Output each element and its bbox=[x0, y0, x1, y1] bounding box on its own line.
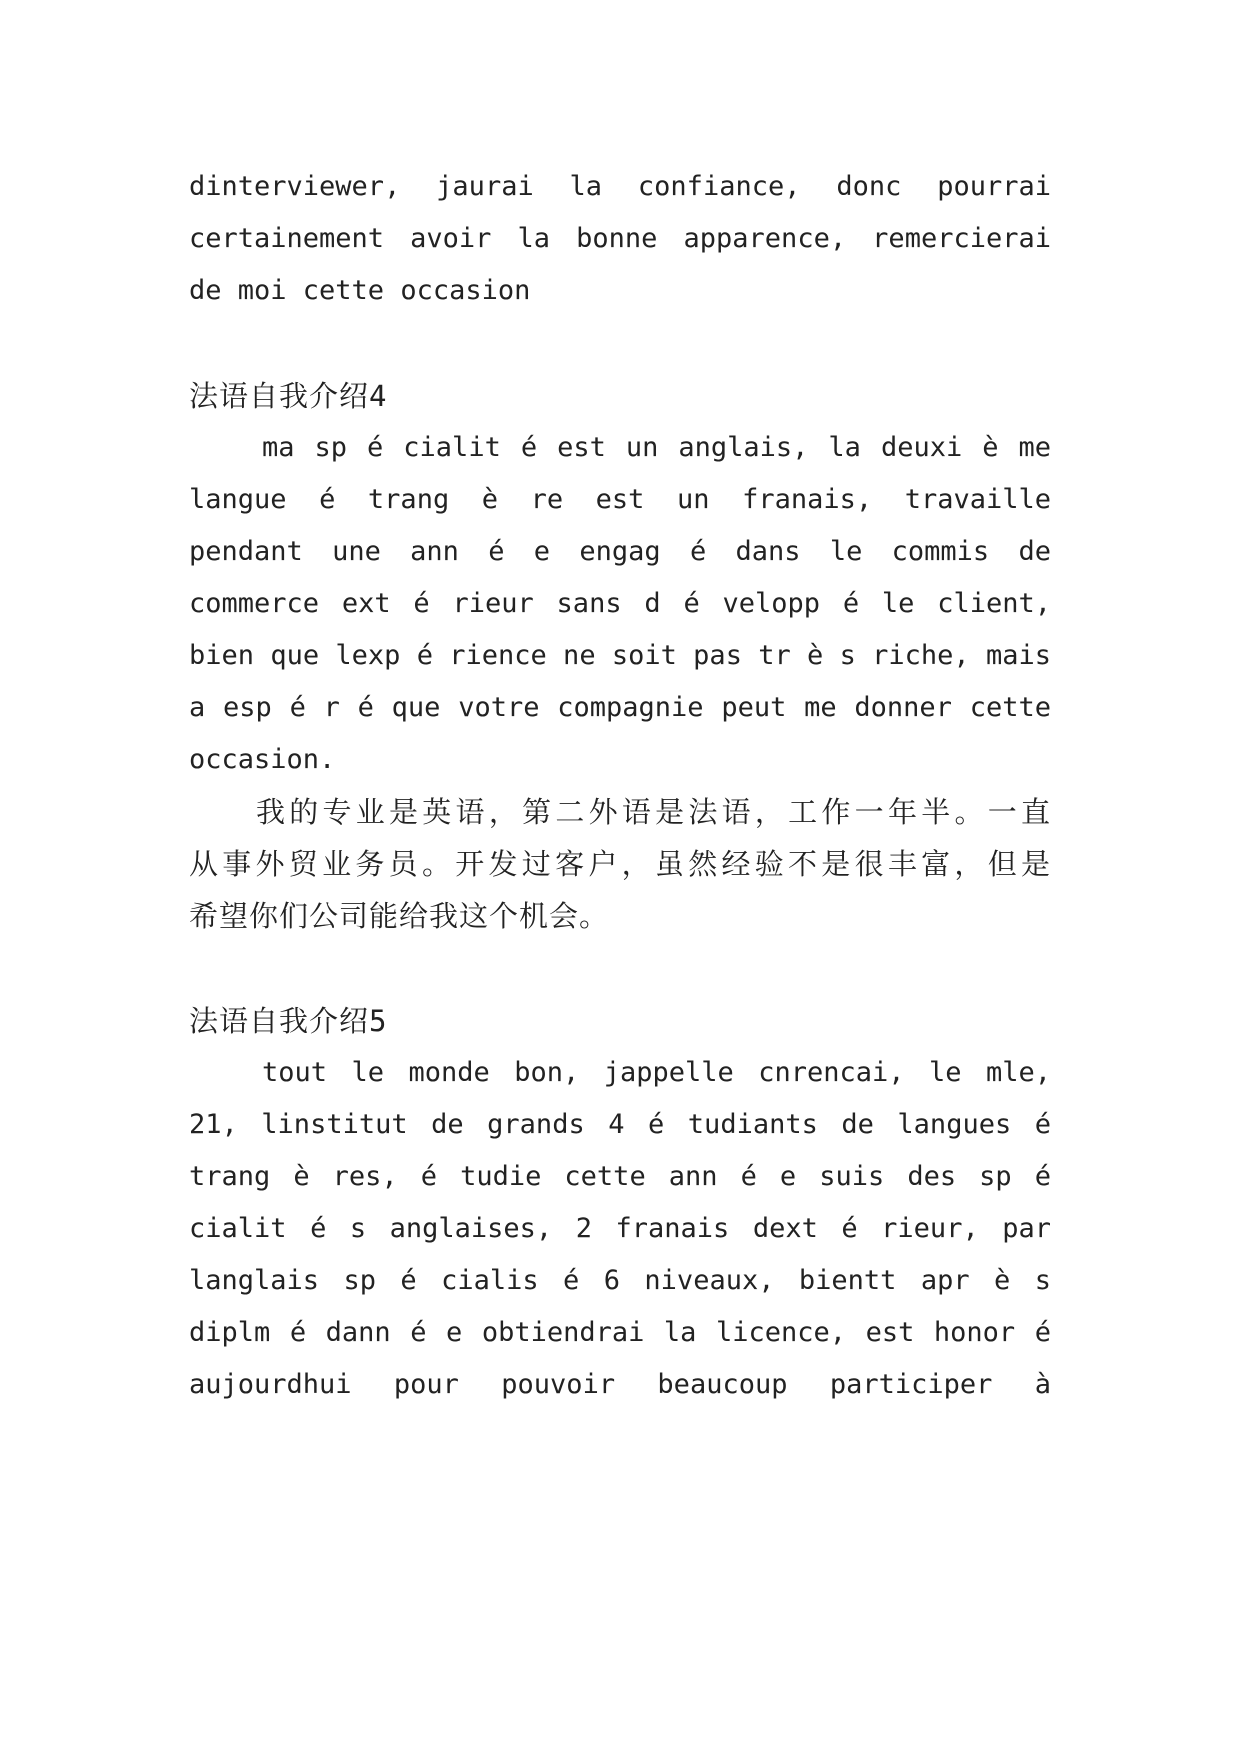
paragraph-line: tout le monde bon, jappelle cnrencai, le mle, bbox=[262, 1057, 1051, 1088]
paragraph-line: dinterviewer, jaurai la confiance, donc pourrai bbox=[189, 171, 1051, 202]
section-heading-4: 法语自我介绍4 bbox=[189, 379, 388, 413]
paragraph-line: occasion. bbox=[189, 744, 336, 775]
paragraph-line: commerce ext é rieur sans d é velopp é le client, bbox=[189, 588, 1051, 619]
paragraph-line: langlais sp é cialis é 6 niveaux, bientt apr è s bbox=[189, 1265, 1051, 1296]
paragraph-line: aujourdhui pour pouvoir beaucoup participer à bbox=[189, 1369, 1051, 1400]
paragraph-line: de moi cette occasion bbox=[189, 275, 531, 306]
paragraph-line: a esp é r é que votre compagnie peut me donner cette bbox=[189, 692, 1051, 723]
paragraph-line: trang è res, é tudie cette ann é e suis des sp é bbox=[189, 1161, 1051, 1192]
paragraph-line: diplm é dann é e obtiendrai la licence, est honor é bbox=[189, 1317, 1051, 1348]
paragraph-line: pendant une ann é e engag é dans le commis de bbox=[189, 536, 1051, 567]
paragraph-line: 我的专业是英语，第二外语是法语，工作一年半。一直 bbox=[256, 795, 1051, 829]
paragraph-line: langue é trang è re est un franais, travaille bbox=[189, 484, 1051, 515]
paragraph-line: bien que lexp é rience ne soit pas tr è s riche, mais bbox=[189, 640, 1051, 671]
paragraph-line: certainement avoir la bonne apparence, remercierai bbox=[189, 223, 1051, 254]
paragraph-line: ma sp é cialit é est un anglais, la deuxi è me bbox=[262, 432, 1051, 463]
paragraph-line: 从事外贸业务员。开发过客户，虽然经验不是很丰富，但是 bbox=[189, 847, 1051, 881]
paragraph-line: cialit é s anglaises, 2 franais dext é rieur, par bbox=[189, 1213, 1051, 1244]
paragraph-line: 21, linstitut de grands 4 é tudiants de langues é bbox=[189, 1109, 1051, 1140]
section-heading-5: 法语自我介绍5 bbox=[189, 1004, 388, 1038]
paragraph-line: 希望你们公司能给我这个机会。 bbox=[189, 899, 610, 933]
